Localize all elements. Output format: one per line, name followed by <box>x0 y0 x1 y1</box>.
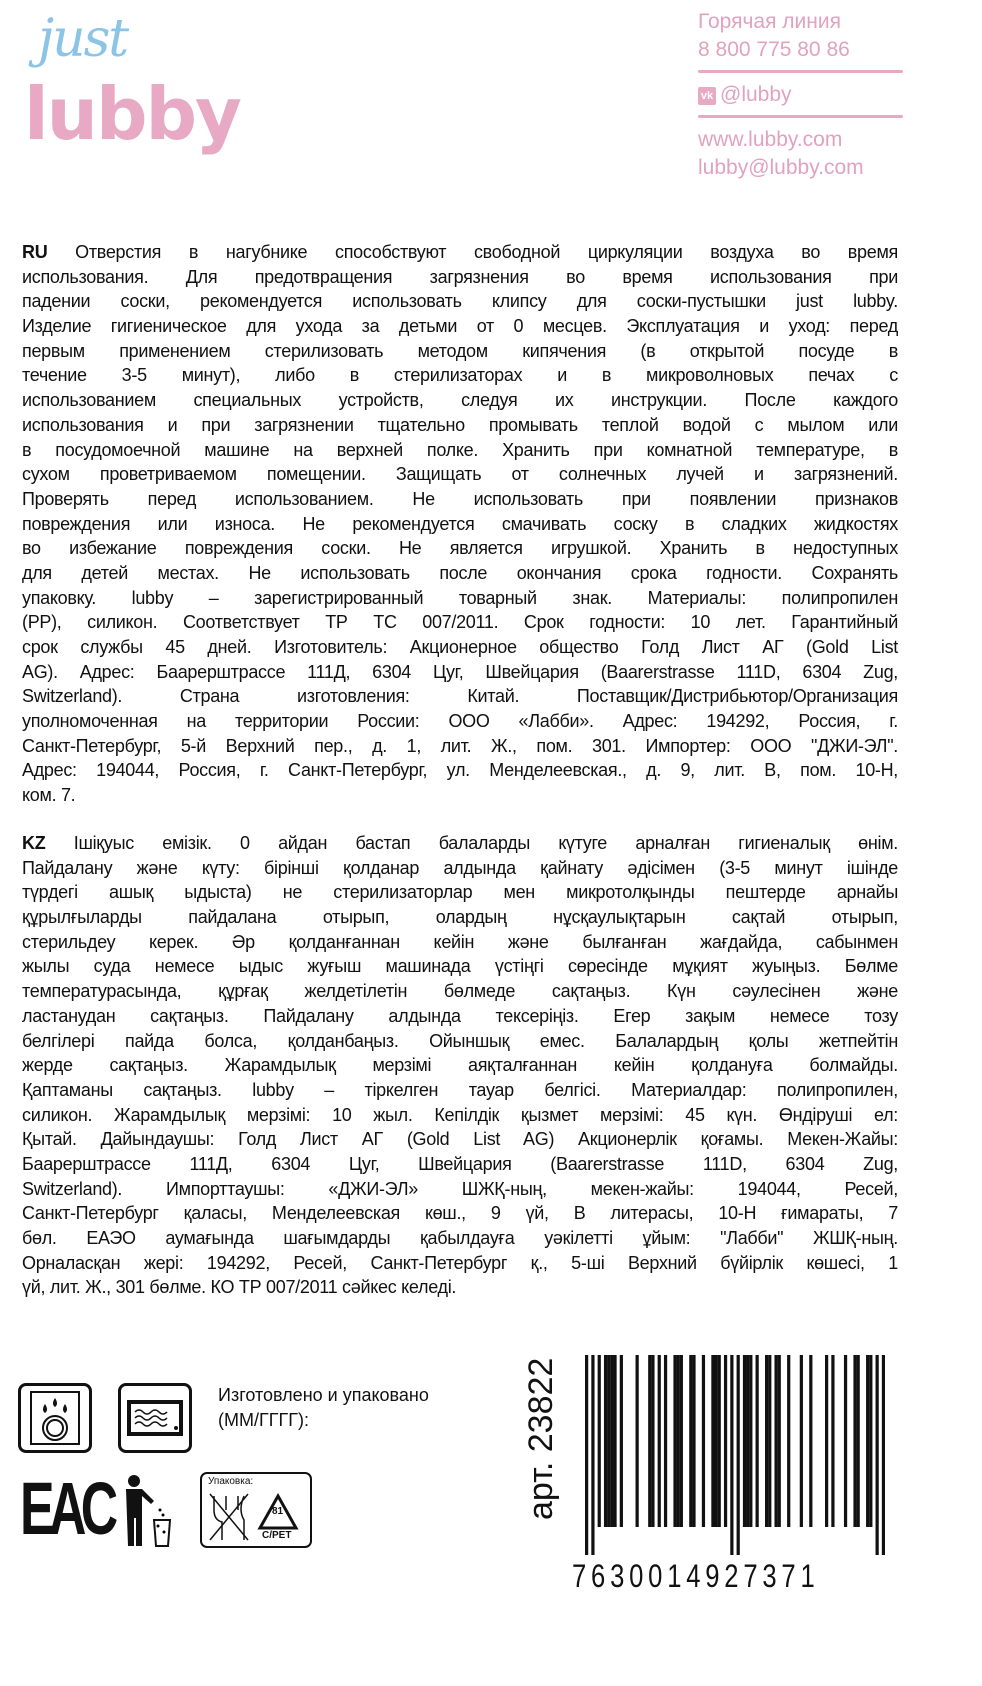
text-line-content: Баарерштрассе 111Д, 6304 Цуг, Швейцария (Baarerstrasse 111D, 6304 Zug, <box>22 1153 898 1174</box>
text-line <box>22 487 898 512</box>
text-line <box>22 635 898 660</box>
barcode-bar <box>724 1355 727 1527</box>
barcode-bar <box>718 1355 721 1527</box>
text-line <box>22 561 898 586</box>
text-line <box>22 413 898 438</box>
hotline-phone: 8 800 775 80 86 <box>698 38 850 61</box>
text-line <box>22 289 898 314</box>
barcode-bar <box>768 1355 771 1527</box>
text-line <box>22 536 898 561</box>
text-line-content: түрдегі ашық ыдыста) не стерилизаторлар мен микротолқынды пештерде арнайы <box>22 882 898 903</box>
text-line-content: во избежание повреждения соски. Не является игрушкой. Хранить в недоступных <box>22 538 898 559</box>
text-line-content: в посудомоечной машине на верхней полке. Хранить при комнатной температуре, в <box>22 439 898 460</box>
text-line-content: упаковку. lubby – зарегистрированный товарный знак. Материалы: полипропилен <box>22 587 898 608</box>
vk-icon: vk <box>698 87 716 105</box>
barcode-bar <box>737 1355 740 1555</box>
text-line <box>22 660 898 685</box>
text-line-content: силикон. Жарамдылық мерзімі: 10 жыл. Кепілдік қызмет мерзімі: 45 күн. Өндіруші ел: <box>22 1104 898 1125</box>
text-line <box>22 684 898 709</box>
barcode-digits: 7630014927371 <box>572 1558 820 1594</box>
kz-instructions <box>22 831 898 1300</box>
text-line-content: жылы суда немесе ыдыс жуғыш машинада үстіңгі сөресінде мұқият жуыңыз. Бөлме <box>22 956 898 977</box>
barcode-bar <box>857 1355 860 1527</box>
text-line <box>22 880 898 905</box>
text-line <box>22 339 898 364</box>
barcode-bar <box>607 1355 610 1527</box>
text-line <box>22 1127 898 1152</box>
text-line-content: құрылғыларды пайдалана отырып, олардың нұсқаулықтарын сақтай отырып, <box>22 907 898 928</box>
barcode-bar <box>702 1355 705 1527</box>
barcode-bar <box>598 1355 601 1527</box>
production-date <box>218 1383 429 1433</box>
text-line-content: Switzerland). Импорттаушы: «ДЖИ-ЭЛ» ШЖҚ-ның, мекен-жайы: 194044, Ресей, <box>22 1178 898 1199</box>
text-line-content: сухом проветриваемом помещении. Защищать от солнечных лучей и загрязнений. <box>22 464 898 485</box>
text-line-content: Қытай. Дайындаушы: Голд Лист АГ (Gold List AG) Акционерлік қоғамы. Мекен-Жайы: <box>22 1129 898 1150</box>
hotline-label: Горячая линия <box>698 10 841 33</box>
barcode-bar <box>853 1355 856 1527</box>
barcode-bar <box>778 1355 781 1527</box>
dishwasher-safe-icon <box>18 1383 92 1453</box>
logo-lubby: lubby <box>24 72 240 156</box>
text-line <box>22 783 898 808</box>
text-line-content: Проверять перед использованием. Не использовать при появлении признаков <box>22 488 898 509</box>
text-line <box>22 905 898 930</box>
text-line-content: стерильдеу керек. Әр қолданғаннан кейін және былғанған жағдайда, сабынмен <box>22 931 898 952</box>
text-line <box>22 1201 898 1226</box>
ru-instructions <box>22 240 898 808</box>
text-line <box>22 610 898 635</box>
barcode-bar <box>636 1355 639 1527</box>
text-line-content: для детей местах. Не использовать после окончания срока годности. Сохранять <box>22 562 898 583</box>
barcode-bar <box>658 1355 661 1527</box>
packaging-mark <box>200 1472 312 1548</box>
barcode-bar <box>730 1355 733 1555</box>
text-line-content: температурасында, құрғақ желдетілетін бөлмеде сақтаңыз. Күн сәулесінен және <box>22 981 898 1002</box>
barcode-bar <box>692 1355 695 1527</box>
text-line-content: бөл. ЕАЭО аумағында шағымдарды қабылдауға уәкілетті ұйым: "Лабби" ЖШҚ-ның. <box>22 1228 898 1248</box>
barcode-bar <box>746 1355 749 1527</box>
barcode-bar <box>711 1355 714 1527</box>
text-line-content: Санкт-Петербург қаласы, Менделеевская көш., 9 үй, В литерасы, 10-Н ғимараты, 7 <box>22 1203 898 1224</box>
text-line-content: Орналасқан жері: 194292, Ресей, Санкт-Петербург қ., 5-ші Верхний бүйірлік көшесі, 1 <box>22 1252 898 1273</box>
eac-mark: EAC <box>20 1467 113 1550</box>
barcode-bar <box>774 1355 777 1527</box>
text-line-content: срок службы 45 дней. Изготовитель: Акционерное общество Голд Лист АГ (Gold List <box>22 637 898 657</box>
text-line <box>22 1251 898 1276</box>
barcode-bar <box>591 1355 594 1555</box>
dispose-properly-icon <box>118 1474 178 1548</box>
text-line <box>22 586 898 611</box>
contacts <box>698 8 903 182</box>
barcode-bar <box>844 1355 847 1527</box>
article-number: арт. 23822 <box>522 1357 560 1520</box>
barcode-bar <box>689 1355 692 1527</box>
text-line-content: уполномоченная на территории России: ООО «Лабби». Адрес: 194292, Россия, г. <box>22 711 898 732</box>
text-line-content: использованием специальных устройств, следуя их инструкции. После каждого <box>22 390 898 411</box>
barcode-bar <box>677 1355 680 1527</box>
text-line <box>22 265 898 290</box>
text-line-content: падении соски, рекомендуется использовать клипсу для соски-пустышки just lubby. <box>22 291 898 312</box>
microwave-safe-icon <box>118 1383 192 1453</box>
text-line-content: Отверстия в нагубнике способствуют свободной циркуляции воздуха во время <box>47 242 898 262</box>
text-line <box>22 954 898 979</box>
vk-link <box>698 81 903 109</box>
barcode-bar <box>585 1355 588 1555</box>
barcode-bar <box>809 1355 812 1527</box>
barcode-bar <box>869 1355 872 1527</box>
barcode-bar <box>651 1355 654 1527</box>
text-line <box>22 512 898 537</box>
barcode-bar <box>664 1355 667 1527</box>
barcode-bar <box>648 1355 651 1527</box>
barcode-bar <box>882 1355 885 1555</box>
text-line <box>22 1004 898 1029</box>
text-line-content: үй, лит. Ж., 301 бөлме. КО ТР 007/2011 сәйкес келеді. <box>22 1277 457 1298</box>
text-line <box>22 1103 898 1128</box>
barcode-bar <box>765 1355 768 1527</box>
text-line-content: Изделие гигиеническое для ухода за детьми от 0 месцев. Эксплуатация и уход: перед <box>22 316 898 337</box>
text-line-content: AG). Адрес: Баарерштрассе 111Д, 6304 Цуг, Швейцария (Baarerstrasse 111D, 6304 Zug, <box>22 661 898 682</box>
recycle-material: C/PET <box>262 1530 292 1541</box>
text-line <box>22 709 898 734</box>
text-line <box>22 314 898 339</box>
barcode-bar <box>756 1355 759 1527</box>
text-line <box>22 363 898 388</box>
text-line-content: (PP), силикон. Соответствует ТР ТС 007/2011. Срок годности: 10 лет. Гарантийный <box>22 612 898 633</box>
barcode-bar <box>680 1355 683 1527</box>
packaging-label: Упаковка: <box>208 1476 254 1487</box>
barcode <box>585 1355 885 1555</box>
text-line <box>22 462 898 487</box>
text-line <box>22 758 898 783</box>
text-line-content: Адрес: 194044, Россия, г. Санкт-Петербург, ул. Менделеевская., д. 9, лит. В, пом. 10-Н, <box>22 760 898 781</box>
text-line <box>22 1029 898 1054</box>
text-line-content: ластанудан сақтаңыз. Пайдалану алдында тексеріңіз. Егер зақым немесе тозу <box>22 1005 898 1026</box>
text-line <box>22 1053 898 1078</box>
barcode-bar <box>800 1355 803 1527</box>
text-line <box>22 1177 898 1202</box>
text-line <box>22 1226 898 1251</box>
barcode-bar <box>866 1355 869 1527</box>
barcode-bar <box>613 1355 616 1527</box>
divider <box>698 115 903 118</box>
text-line <box>22 1275 898 1300</box>
barcode-bar <box>714 1355 717 1527</box>
text-line <box>22 240 898 265</box>
text-line <box>22 856 898 881</box>
recycle-code: 81 <box>272 1506 284 1517</box>
language-tag: RU <box>22 242 48 262</box>
website: www.lubby.com <box>698 128 843 151</box>
text-line <box>22 1152 898 1177</box>
barcode-bar <box>825 1355 828 1527</box>
text-line-content: Ішіқуыс емізік. 0 айдан бастап балаларды күтуге арналған гигиеналық өнім. <box>45 833 898 853</box>
text-line <box>22 979 898 1004</box>
text-line-content: течение 3-5 минут), либо в стерилизаторах и в микроволновых печах с <box>22 365 898 386</box>
barcode-bar <box>673 1355 676 1527</box>
barcode-bar <box>831 1355 834 1527</box>
barcode-bar <box>620 1355 623 1527</box>
text-line-content: повреждения или износа. Не рекомендуется смачивать соску в сладких жидкостях <box>22 513 898 534</box>
language-tag: KZ <box>22 833 46 853</box>
barcode-bar <box>610 1355 613 1527</box>
text-line-content: ком. 7. <box>22 785 76 806</box>
text-line <box>22 930 898 955</box>
barcode-bar <box>749 1355 752 1527</box>
text-line-content: жерде сақтаңыз. Жарамдылық мерзімі аяқталғаннан кейін қолдануға болмайды. <box>22 1055 898 1076</box>
barcode-bar <box>787 1355 790 1527</box>
text-line <box>22 831 898 856</box>
text-line-content: Пайдалану және күту: бірінші қолданар алдында қайнату әдісімен (3-5 минут ішінде <box>22 857 898 878</box>
barcode-bar <box>876 1355 879 1555</box>
date-format: (ММ/ГГГГ): <box>218 1410 309 1430</box>
text-line-content: использования и при загрязнении тщательно промывать теплой водой с мылом или <box>22 414 898 435</box>
text-line-content: Қаптаманы сақтаңыз. lubby – тіркелген тауар белгісі. Материалдар: полипропилен, <box>22 1079 898 1100</box>
barcode-bar <box>604 1355 607 1527</box>
text-line-content: первым применением стерилизовать методом кипячения (в открытой посуде в <box>22 340 898 361</box>
divider <box>698 70 903 73</box>
text-line <box>22 734 898 759</box>
vk-handle: @lubby <box>720 83 792 106</box>
text-line <box>22 1078 898 1103</box>
email: lubby@lubby.com <box>698 156 864 179</box>
text-line <box>22 388 898 413</box>
just-lubby-logo <box>18 8 258 158</box>
text-line <box>22 438 898 463</box>
text-line-content: Switzerland). Страна изготовления: Китай. Поставщик/Дистрибьютор/Организация <box>22 686 898 707</box>
logo-just: just <box>38 9 128 69</box>
text-line-content: белгілері пайда болса, қолданбаңыз. Ойыншық емес. Балалардың қолы жетпейтін <box>22 1030 898 1051</box>
text-line-content: использования. Для предотвращения загрязнения во время использования при <box>22 266 898 287</box>
text-line-content: Санкт-Петербург, 5-й Верхний пер., д. 1, лит. Ж., пом. 301. Импортер: ООО "ДЖИ-ЭЛ". <box>22 735 898 756</box>
barcode-bar <box>743 1355 746 1527</box>
made-label: Изготовлено и упаковано <box>218 1385 429 1405</box>
